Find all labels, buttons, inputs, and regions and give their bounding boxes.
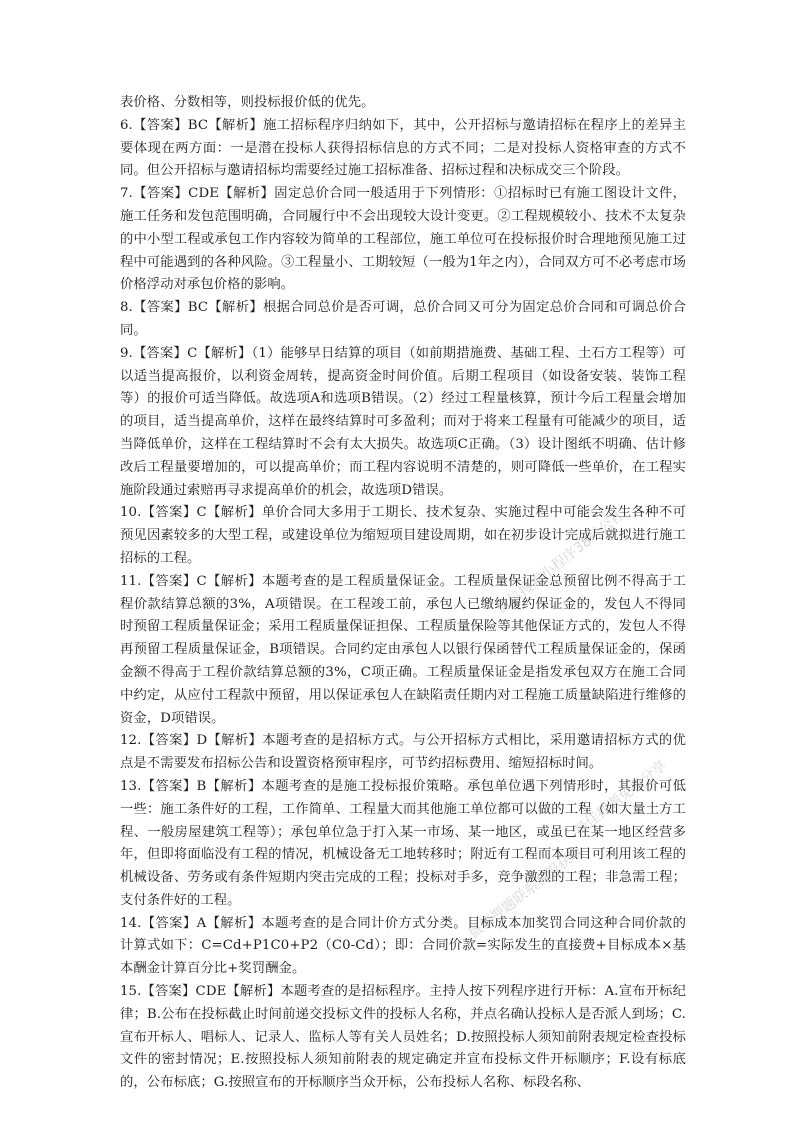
answer-14: 14.【答案】A【解析】本题考查的是合同计价方式分类。目标成本加奖罚合同这种合同价款的计算式如下：C=Cd+P1C0+P2（C0-Cd）；即：合同价款=实际发生的直接费+目标成本×基本酬金计算百分比+奖罚酬金。	[120, 915, 686, 977]
answer-15: 15.【答案】CDE【解析】本题考查的是招标程序。主持人按下列程序进行开标：A.宣布开标纪律；B.公布在投标截止时间前递交投标文件的投标人名称，并点名确认投标人是否派人到场；C.宣布开标人、唱标人、记录人、监标人等有关人员姓名；D.按照投标人须知前附表规定检查投标文件的密封情况；E.按照投标人须知前附表的规定确定并宣布投标文件开标顺序；F.设有标底的，公布标底；G.按照宣布的开标顺序当众开标，公布投标人名称、标段名称、	[120, 984, 686, 1091]
answer-13: 13.【答案】B【解析】本题考查的是施工投标报价策略。承包单位遇下列情形时，其报价可低一些：施工条件好的工程，工作简单、工程量大而其他施工单位都可以做的工程（如大量土方工程、一般房屋建筑工程等）；承包单位急于打入某一市场、某一地区，或虽已在某一地区经营多年，但即将面临没有工程的情况，机械设备无工地转移时；附近有工程而本项目可利用该工程的机械设备、劳务或有条件短期内突击完成的工程；投标对手多，竞争激烈的工程；非急需工程；支付条件好的工程。	[120, 778, 686, 908]
watermark-text: 微信搜索小程序38号公社	[493, 507, 628, 618]
answer-explanations	[120, 92, 686, 1095]
answer-8: 8.【答案】BC【解析】根据合同总价是否可调，总价合同又可分为固定总价合同和可调总价合同。	[120, 300, 686, 338]
answer-11: 11.【答案】C【解析】本题考查的是工程质量保证金。工程质量保证金总预留比例不得高于工程价款结算总额的3%，A项错误。在工程竣工前，承包人已缴纳履约保证金的，发包人不得同时预留工程质量保证金；采用工程质量保证担保、工程质量保险等其他保证方式的，发包人不得再预留工程质量保证金，B项错误。合同约定由承包人以银行保函替代工程质量保证金的，保函金额不得高于工程价款结算总额的3%，C项正确。工程质量保证金是指发承包双方在施工合同中约定，从应付工程款中预留，用以保证承包人在缺陷责任期内对工程施工质量缺陷进行维修的资金，D项错误。	[120, 573, 686, 726]
watermark-text: 微信押题联系客服获取	[465, 843, 586, 943]
paragraph-continuation: 表价格、分数相等，则投标报价低的优先。	[120, 95, 375, 110]
watermark-text: 最佳押题免费分享	[571, 757, 670, 840]
answer-7: 7.【答案】CDE【解析】固定总价合同一般适用于下列情形：①招标时已有施工图设计文件，施工任务和发包范围明确，合同履行中不会出现较大设计变更。②工程规模较小、技术不太复杂的中小型工程或承包工作内容较为简单的工程部位，施工单位可在投标报价时合理地预见施工过程中可能遇到的各种风险。③工程量小、工期较短（一般为1年之内），合同双方可不必考虑市场价格浮动对承包价格的影响。	[120, 186, 686, 293]
answer-12: 12.【答案】D【解析】本题考查的是招标方式。与公开招标方式相比，采用邀请招标方式的优点是不需要发布招标公告和设置资格预审程序，可节约招标费用、缩短招标时间。	[120, 733, 686, 772]
answer-9: 9.【答案】C【解析】（1）能够早日结算的项目（如前期措施费、基础工程、土石方工程等）可以适当提高报价，以利资金周转，提高资金时间价值。后期工程项目（如设备安装、装饰工程等）的报价可适当降低。故选项A和选项B错误。（2）经过工程量核算，预计今后工程量会增加的项目，适当提高单价，这样在最终结算时可多盈利；而对于将来工程量有可能减少的项目，适当降低单价，这样在工程结算时不会有太大损失。故选项C正确。（3）设计图纸不明确、估计修改后工程量要增加的，可以提高单价；而工程内容说明不清楚的，则可降低一些单价，在工程实施阶段通过索赔再寻求提高单价的机会，故选项D错误。	[120, 345, 686, 498]
answer-6: 6.【答案】BC【解析】施工招标程序归纳如下，其中，公开招标与邀请招标在程序上的差异主要体现在两方面：一是潜在投标人获得招标信息的方式不同；二是对投标人资格审查的方式不同。但公开招标与邀请招标均需要经过施工招标准备、招标过程和决标成交三个阶段。	[120, 117, 686, 179]
answer-10: 10.【答案】C【解析】单价合同大多用于工期长、技术复杂、实施过程中可能会发生各种不可预见因素较多的大型工程，或建设单位为缩短项目建设周期，如在初步设计完成后就拟进行施工招标的工程。	[120, 505, 686, 566]
